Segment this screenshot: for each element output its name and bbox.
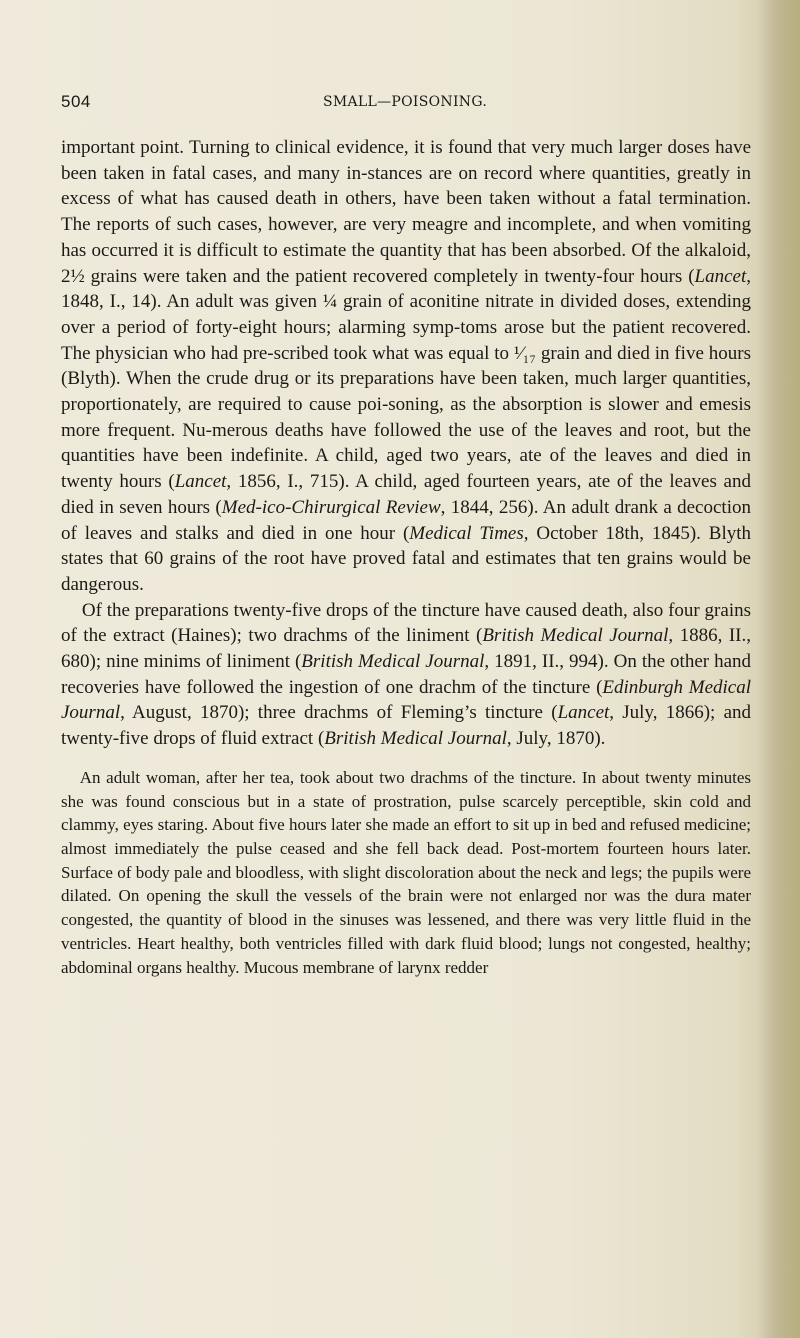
text-run: , 1886, II., 680); nine minims of liniment ( <box>61 625 752 673</box>
paragraph-case-report <box>61 766 751 979</box>
text-run: , 1856, I., 715). A child, aged fourteen years, ate of the leaves and died in seven hours ( <box>61 471 751 518</box>
running-head: SMALL—POISONING. <box>323 94 488 110</box>
text-run: , October 18th, 1845). Blyth states that 60 grains of the root have proved fatal and estimates that ten grains would be dangerous. <box>61 522 751 595</box>
paragraph-preparations <box>61 598 751 752</box>
citation-title: British Medical Journal <box>324 728 507 750</box>
text-run: , July, 1866); and twenty-five drops of fluid extract ( <box>61 702 751 750</box>
text-run: An adult woman, after her tea, took about two drachms of the tincture. In about twenty minutes she was found conscious but in a state of prostration, pulse scarcely perceptible, skin cold and clammy, eyes staring. About five hours later she made an effort to sit up in bed and refused medicine; almost immediately the pulse ceased and she fell back dead. Post-mortem fourteen hours later. Surface of body pale and bloodless, with slight discoloration about the neck and legs; the pupils were dilated. On opening the skull the vessels of the brain were not enlarged nor was the dura mater congested, the quantity of blood in the sinuses was lessened, and there was very little fluid in the ventricles. Heart healthy, both ventricles filled with dark fluid blood; lungs not congested, healthy; abdominal organs healthy. Mucous membrane of larynx redder <box>61 767 751 977</box>
citation-title: Lancet <box>557 702 610 724</box>
text-run: , July, 1870). <box>506 728 606 750</box>
page-header <box>61 92 751 120</box>
body-text <box>61 135 751 979</box>
citation-title: Med-ico-Chirurgical Review <box>221 496 441 518</box>
text-run: , 1848, I., 14). An adult was given ¼ grain of aconitine nitrate in divided doses, extending over a period of forty-eight hours; alarming symp-toms arose but the patient recovered. The physician who had pre-scribed took what was equal to ¹⁄₁₇ grain and died in five hours (Blyth). When the crude drug or its preparations have been taken, much larger quantities, proportionately, are required to cause poi-soning, as the absorption is slower and emesis more frequent. Nu-merous deaths have followed the use of the leaves and root, but the quantities have been indefinite. A child, aged two years, ate of the leaves and died in twenty hours ( <box>61 265 751 493</box>
text-run: , August, 1870); three drachms of Fleming’s tincture ( <box>120 702 558 724</box>
citation-title: Medical Times <box>409 522 524 544</box>
citation-title: Edinburgh Medical Journal <box>61 676 751 724</box>
text-run: important point. Turning to clinical evidence, it is found that very much larger doses have been taken in fatal cases, and many in-stances are on record where quantities, greatly in excess of what has caused death in others, have been taken without a fatal termination. The reports of such cases, however, are very meagre and incomplete, and when vomiting has occurred it is difficult to estimate the quantity that has been absorbed. Of the alkaloid, 2½ grains were taken and the patient recovered completely in twenty-four hours ( <box>61 137 751 287</box>
text-run: , 1891, II., 994). On the other hand recoveries have followed the ingestion of one drachm of the tincture ( <box>61 651 752 698</box>
text-run: Of the preparations twenty-five drops of the tincture have caused death, also four grains of the extract (Haines); two drachms of the liniment ( <box>61 599 751 647</box>
citation-title: British Medical Journal <box>301 651 485 673</box>
citation-title: Lancet <box>694 265 747 287</box>
text-run: , 1844, 256). An adult drank a decoction of leaves and stalks and died in one hour ( <box>61 496 751 544</box>
page-number: 504 <box>61 92 91 111</box>
citation-title: British Medical Journal <box>482 625 669 647</box>
citation-title: Lancet <box>174 471 227 493</box>
page-edge-shadow <box>758 0 800 1338</box>
paragraph-clinical-evidence <box>61 135 751 598</box>
